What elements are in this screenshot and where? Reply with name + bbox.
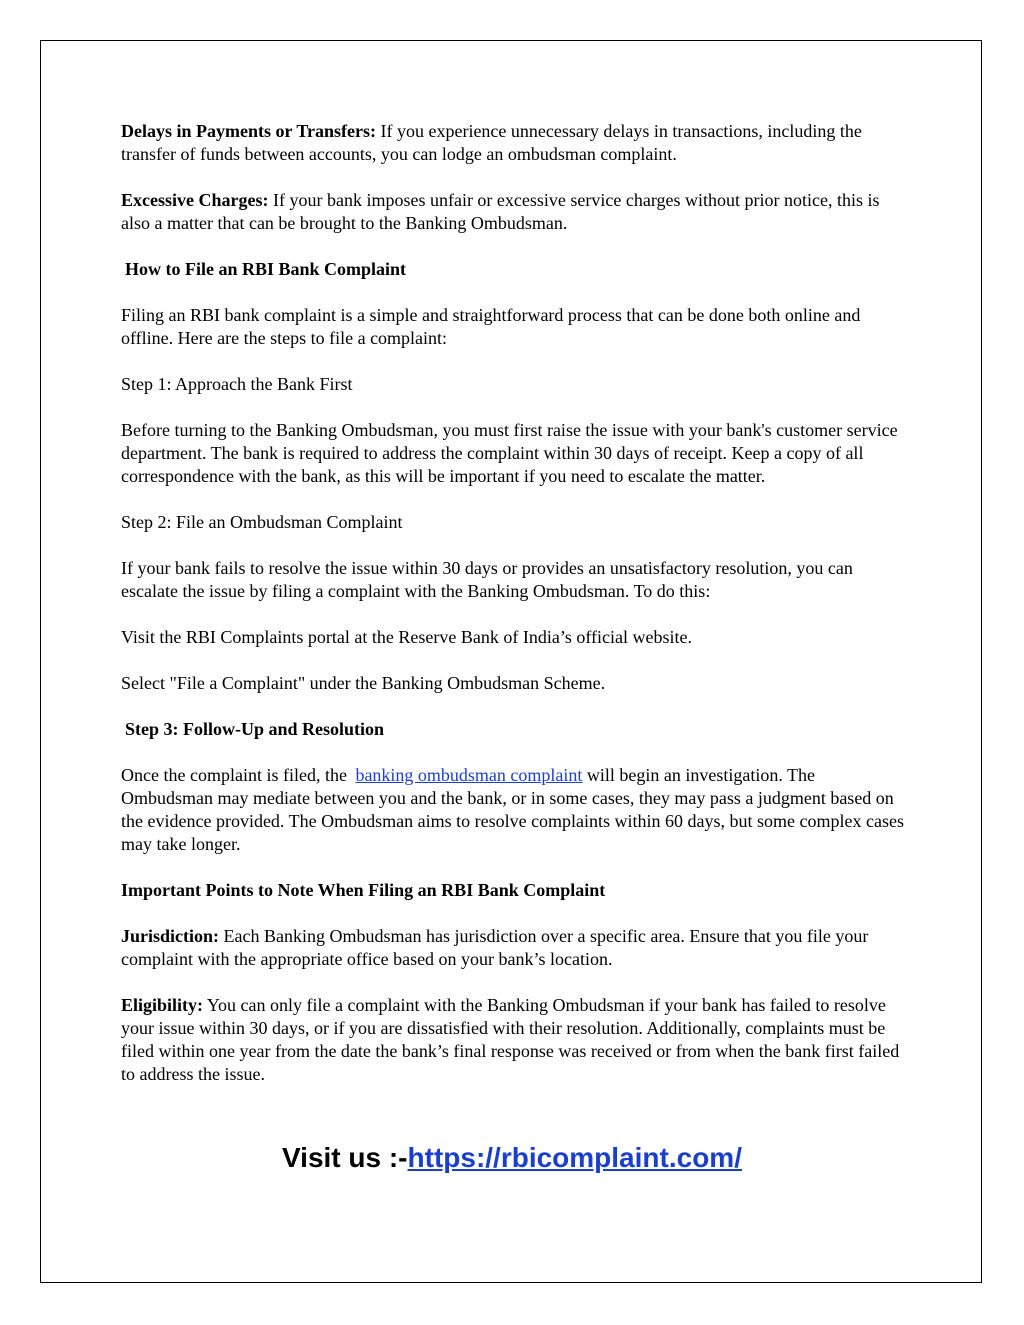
website-link[interactable]: https://rbicomplaint.com/ bbox=[407, 1142, 742, 1173]
delays-text: If you experience unnecessary delays in transactions, including the transfer of funds between accounts, you can lodge an ombudsman complaint. bbox=[121, 121, 862, 164]
delays-paragraph bbox=[121, 120, 911, 166]
step2-item-select: Select "File a Complaint" under the Banking Ombudsman Scheme. bbox=[121, 673, 606, 693]
step1-title: Step 1: Approach the Bank First bbox=[121, 374, 353, 394]
how-to-intro: Filing an RBI bank complaint is a simple and straightforward process that can be done both online and offline. Here are the steps to file a complaint: bbox=[121, 305, 861, 348]
how-to-heading: How to File an RBI Bank Complaint bbox=[125, 259, 407, 279]
delays-heading: Delays in Payments or Transfers: bbox=[121, 121, 376, 141]
step3-paragraph bbox=[121, 764, 911, 856]
step3-title: Step 3: Follow-Up and Resolution bbox=[125, 719, 385, 739]
jurisdiction-paragraph bbox=[121, 925, 911, 971]
banking-ombudsman-link[interactable]: banking ombudsman complaint bbox=[355, 765, 583, 785]
jurisdiction-text: Each Banking Ombudsman has jurisdiction over a specific area. Ensure that you file your complaint with the appropriate office based on your bank’s location. bbox=[121, 926, 869, 969]
visit-us-label: Visit us :- bbox=[282, 1142, 408, 1173]
step2-text: If your bank fails to resolve the issue within 30 days or provides an unsatisfactory resolution, you can escalate the issue by filing a complaint with the Banking Ombudsman. To do this: bbox=[121, 558, 853, 601]
visit-us-footer bbox=[0, 1138, 1024, 1178]
step2-title: Step 2: File an Ombudsman Complaint bbox=[121, 512, 403, 532]
eligibility-paragraph bbox=[121, 994, 911, 1086]
document-body bbox=[121, 120, 911, 1109]
charges-heading: Excessive Charges: bbox=[121, 190, 269, 210]
jurisdiction-heading: Jurisdiction: bbox=[121, 926, 220, 946]
charges-text: If your bank imposes unfair or excessive service charges without prior notice, this is also a matter that can be brought to the Banking Ombudsman. bbox=[121, 190, 880, 233]
eligibility-text: You can only file a complaint with the Banking Ombudsman if your bank has failed to resolve your issue within 30 days, or if you are dissatisfied with their resolution. Additionally, complaints must be filed within one year from the date the bank’s final response was received or from when the bank first failed to address the issue. bbox=[121, 995, 900, 1084]
charges-paragraph bbox=[121, 189, 911, 235]
step1-text: Before turning to the Banking Ombudsman, you must first raise the issue with your bank's customer service department. The bank is required to address the complaint within 30 days of receipt. Keep a copy of all correspondence with the bank, as this will be important if you need to escalate the matter. bbox=[121, 420, 898, 486]
step3-text-before: Once the complaint is filed, the bbox=[121, 765, 352, 785]
step3-text-after: will begin an investigation. The Ombudsman may mediate between you and the bank, or in some cases, they may pass a judgment based on the evidence provided. The Ombudsman aims to resolve complaints within 60 days, but some complex cases may take longer. bbox=[121, 765, 904, 854]
points-heading: Important Points to Note When Filing an RBI Bank Complaint bbox=[121, 880, 606, 900]
step2-item-portal: Visit the RBI Complaints portal at the Reserve Bank of India’s official website. bbox=[121, 627, 692, 647]
eligibility-heading: Eligibility: bbox=[121, 995, 204, 1015]
